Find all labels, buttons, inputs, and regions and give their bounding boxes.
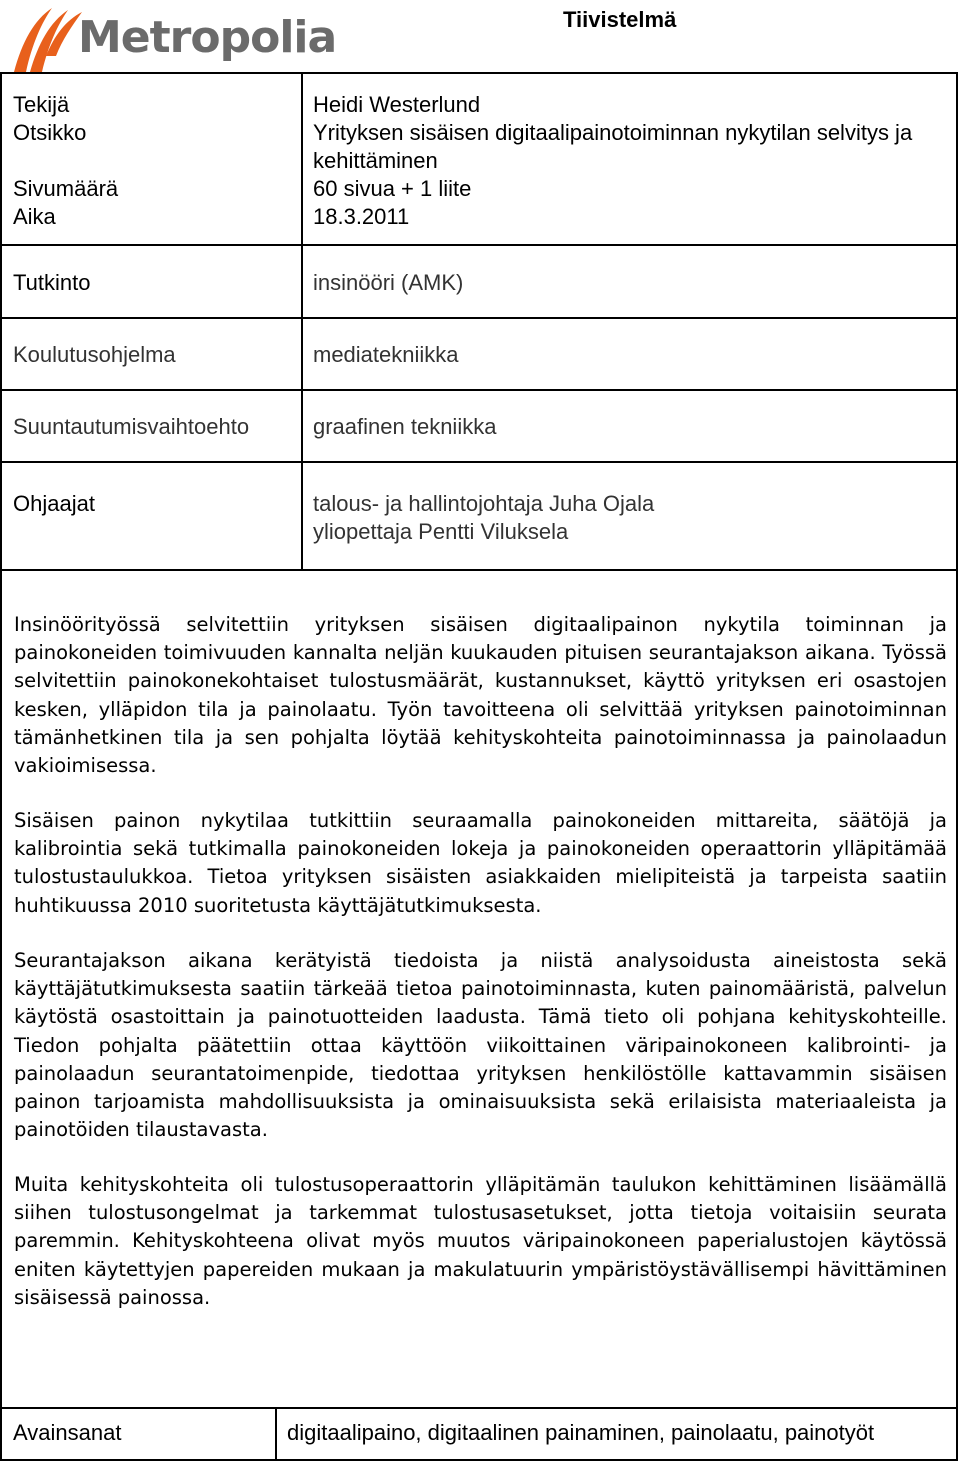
row-divider xyxy=(2,461,956,463)
programme-label: Koulutusohjelma xyxy=(13,342,176,367)
column-divider xyxy=(301,74,303,569)
supervisors-label: Ohjaajat xyxy=(13,491,95,516)
programme-value: mediatekniikka xyxy=(313,342,459,367)
abstract-paragraph: Insinöörityössä selvitettiin yrityksen sisäisen digitaalipainon nykytila toiminnan ja painokoneiden toimivuuden kannalta neljän kuukauden pituisen seurantajakson aikana. Työssä selvitettiin painokonekohtaiset tulostusmäärät, kustannukset, käyttö yrityksen eri osastojen kesken, ylläpidon tila ja painolaatu. Työn tavoitteena oli selvittää yrityksen painotoiminnan tämänhetkinen tila ja sen pohjalta löytää kehityskohteita painotoiminnassa ja painolaadun vakioimisessa. xyxy=(14,613,947,778)
pages-label: Sivumäärä xyxy=(13,176,119,201)
title-label: Otsikko xyxy=(13,120,87,145)
pages-value: 60 sivua + 1 liite xyxy=(313,176,472,201)
title-value-line2: kehittäminen xyxy=(313,148,438,173)
row-divider xyxy=(2,317,956,319)
row-divider xyxy=(2,244,956,246)
supervisor-2: yliopettaja Pentti Viluksela xyxy=(313,519,569,544)
specialisation-label: Suuntautumisvaihtoehto xyxy=(13,414,250,439)
abstract-paragraph: Seurantajakson aikana kerätyistä tiedoista ja niistä analysoidusta aineistosta sekä käyttäjätutkimuksesta saatiin tärkeää tietoa painotoiminnasta, kuten painomääristä, palvelun käytöstä osastoittain ja painotuotteiden laadusta. Tämä tieto oli pohjana kehityskohteille. Tiedon pohjalta päätettiin ottaa käyttöön viikoittainen väripainokoneen kalibrointi- ja painolaadun seurantatoimenpide, tiedottaa yrityksen henkilöstölle kattavammin sisäisen painon tarjoamista mahdollisuuksista ja ominaisuuksista sekä erilaisista materiaaleista ja painotöiden tilaustavasta. xyxy=(14,949,947,1142)
supervisor-1: talous- ja hallintojohtaja Juha Ojala xyxy=(313,491,655,516)
date-value: 18.3.2011 xyxy=(313,204,410,229)
document-type-heading: Tiivistelmä xyxy=(563,7,677,32)
abstract-body xyxy=(0,571,958,1407)
metadata-table xyxy=(0,72,958,571)
date-label: Aika xyxy=(13,204,56,229)
column-divider xyxy=(275,1409,277,1459)
logo-wordmark: Metropolia xyxy=(78,12,337,63)
author-value: Heidi Westerlund xyxy=(313,92,481,117)
keywords-row xyxy=(0,1407,958,1461)
degree-label: Tutkinto xyxy=(13,270,91,295)
metropolia-swoosh-icon xyxy=(8,2,88,74)
metropolia-logo xyxy=(8,2,337,72)
abstract-paragraph: Sisäisen painon nykytilaa tutkittiin seuraamalla painokoneiden mittareita, säätöjä ja kalibrointia sekä tutkimalla painokoneiden lokeja ja painokoneiden operaattorin ylläpitämää tulostustaulukkoa. Tietoa yrityksen sisäisten asiakkaiden mielipiteistä ja tarpeista saatiin huhtikuussa 2010 suoritetusta käyttäjätutkimuksesta. xyxy=(14,809,947,917)
author-label: Tekijä xyxy=(13,92,70,117)
keywords-value: digitaalipaino, digitaalinen painaminen, painolaatu, painotyöt xyxy=(287,1420,875,1445)
specialisation-value: graafinen tekniikka xyxy=(313,414,497,439)
abstract-paragraph: Muita kehityskohteita oli tulostusoperaattorin ylläpitämän taulukon kehittäminen lisäämällä siihen tulostusongelmat ja tarkemmat tulostusasetukset, jotta tietoja voitaisiin seurata paremmin. Kehityskohteena olivat myös muutos väripainokoneen paperialustojen käytössä eniten käytettyjen papereiden mukaan ja makulatuurin ympäristöystävällisempi hävittäminen sisäisessä painossa. xyxy=(14,1173,947,1309)
row-divider xyxy=(2,389,956,391)
title-value-line1: Yrityksen sisäisen digitaalipainotoiminnan nykytilan selvitys ja xyxy=(313,120,913,145)
degree-value: insinööri (AMK) xyxy=(313,270,464,295)
keywords-label: Avainsanat xyxy=(13,1420,122,1445)
